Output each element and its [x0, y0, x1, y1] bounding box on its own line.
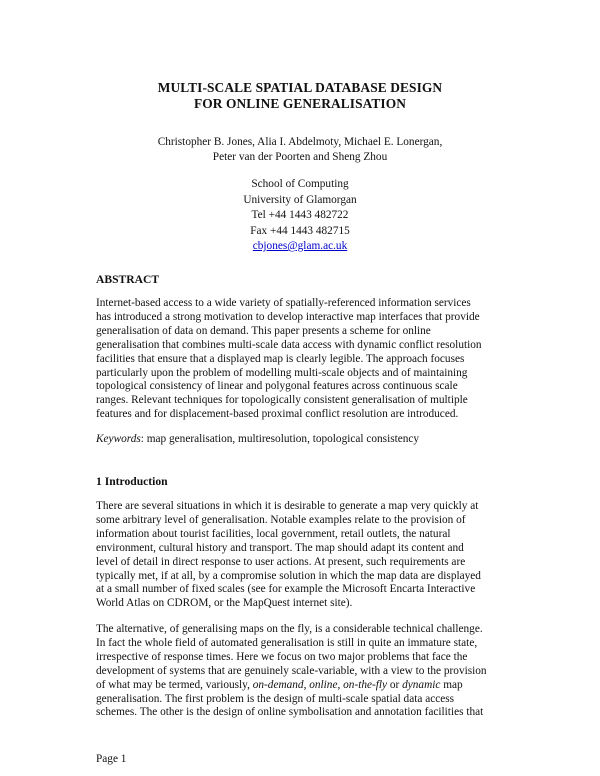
intro-line: information about tourist facilities, local government, retail outlets, the natural — [96, 527, 451, 540]
intro-line: level of detail in direct response to user actions. At present, such requirements are — [96, 555, 466, 568]
intro-line: There are several situations in which it is desirable to generate a map very quickly at — [96, 500, 479, 512]
keywords-text: : map generalisation, multiresolution, topological consistency — [140, 433, 420, 445]
abstract-line: ranges. Relevant techniques for topologically consistent generalisation of multiple — [96, 394, 468, 407]
abstract-heading: ABSTRACT — [96, 273, 160, 286]
abstract-line: features and for displacement-based proximal conflict resolution are introduced. — [96, 408, 459, 421]
abstract-line: topological consistency of linear and polygonal features across continuous scale — [96, 380, 458, 393]
page-number: Page 1 — [96, 753, 127, 765]
affiliation-university: University of Glamorgan — [243, 193, 357, 206]
intro-line: irrespective of response times. Here we focus on two major problems that face the — [96, 650, 468, 663]
abstract-line: generalisation of data on demand. This paper presents a scheme for online — [96, 324, 431, 337]
intro-heading: 1 Introduction — [96, 475, 168, 488]
abstract-line: Internet-based access to a wide variety of spatially-referenced information services — [96, 297, 471, 309]
intro-line: The alternative, of generalising maps on the fly, is a considerable technical challenge. — [96, 623, 483, 635]
intro-paragraph-1 — [96, 500, 516, 611]
author-line-1: Christopher B. Jones, Alia I. Abdelmoty, Michael E. Lonergan, — [157, 136, 443, 148]
affiliation-fax: Fax +44 1443 482715 — [250, 224, 350, 237]
intro-line: schemes. The other is the design of online symbolisation and annotation facilities that — [96, 706, 484, 719]
intro-line: at a small number of fixed scales (see for example the Microsoft Encarta Interactive — [96, 583, 476, 596]
intro-line: some arbitrary level of generalisation. Notable examples relate to the provision of — [96, 513, 466, 526]
author-line-2: Peter van der Poorten and Sheng Zhou — [212, 151, 388, 164]
paper-title — [0, 80, 600, 111]
title-line-2: FOR ONLINE GENERALISATION — [193, 95, 407, 111]
abstract-line: particularly upon the problem of modelling multi-scale objects and of maintaining — [96, 366, 468, 379]
intro-line: of what may be termed, variously, on-demand, online, on-the-fly or dynamic map — [96, 678, 463, 691]
abstract-paragraph — [96, 297, 516, 422]
title-line-1: MULTI-SCALE SPATIAL DATABASE DESIGN — [157, 80, 443, 95]
abstract-line: generalisation that combines multi-scale data access with dynamic conflict resolution — [96, 338, 482, 351]
email-link[interactable]: cbjones@glam.ac.uk — [252, 240, 348, 252]
intro-line: environment, cultural history and transport. The map should adapt its content and — [96, 541, 464, 554]
abstract-line: has introduced a strong motivation to develop interactive map interfaces that provide — [96, 310, 480, 323]
intro-line: In fact the whole field of automated generalisation is still in quite an immature state, — [96, 636, 478, 649]
intro-line: development of systems that are genuinely scale-variable, with a view to the provision — [96, 664, 487, 677]
abstract-line: facilities that ensure that a displayed map is clearly legible. The approach focuses — [96, 352, 465, 365]
keywords-line — [96, 433, 516, 447]
keywords-label: Keywords — [96, 433, 141, 445]
intro-paragraph-2 — [96, 623, 516, 720]
intro-line: generalisation. The first problem is the design of multi-scale spatial data access — [96, 692, 455, 705]
intro-line: typically met, if at all, by a compromise solution in which the map data are displayed — [96, 569, 481, 582]
affiliation-tel: Tel +44 1443 482722 — [251, 209, 349, 221]
intro-line: World Atlas on CDROM, or the MapQuest internet site). — [96, 597, 353, 610]
affiliation-block — [0, 177, 600, 255]
author-list — [0, 135, 600, 166]
affiliation-department: School of Computing — [251, 178, 349, 190]
